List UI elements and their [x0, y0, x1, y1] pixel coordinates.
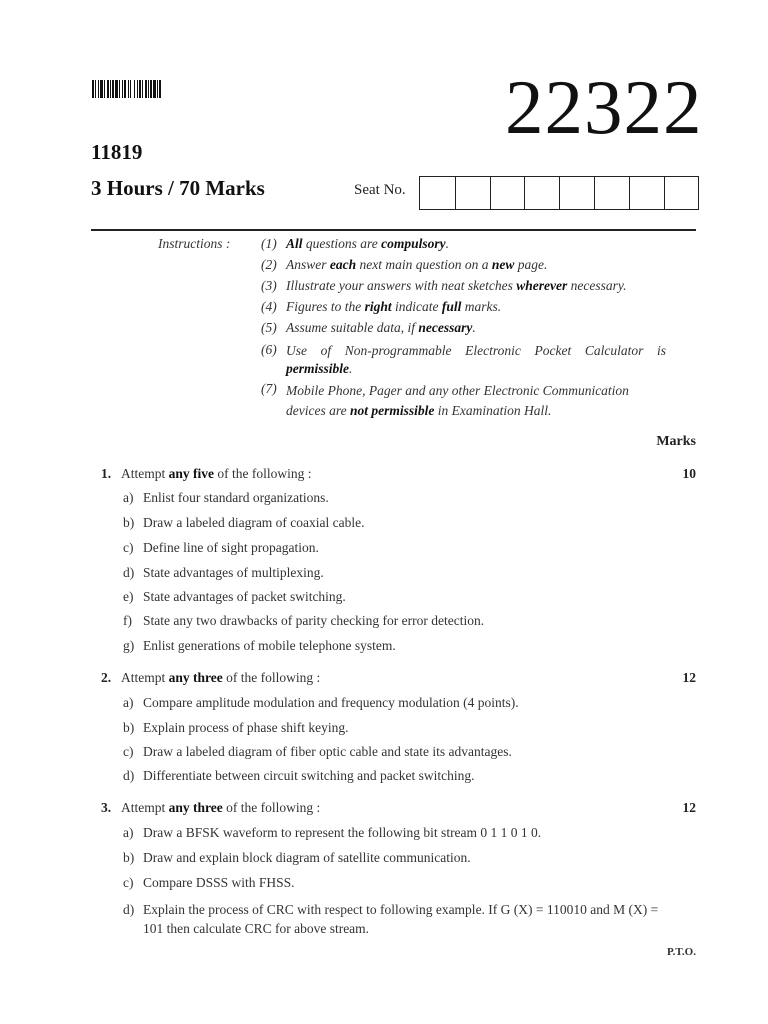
instruction-number: (3) [261, 278, 277, 293]
text-run: Figures to the [286, 299, 365, 314]
text-run: devices are [286, 403, 350, 418]
emphasis-text: wherever [516, 278, 568, 293]
sub-question-text: Draw and explain block diagram of satellite communication. [143, 850, 471, 865]
instruction-line: Mobile Phone, Pager and any other Electronic Communication [286, 383, 629, 398]
text-run: Illustrate your answers with neat sketches [286, 278, 517, 293]
instruction-text [286, 381, 666, 421]
paper-code: 22322 [505, 64, 703, 150]
sub-question-text: Draw a labeled diagram of fiber optic cable and state its advantages. [143, 744, 512, 759]
sub-question-text: Compare DSSS with FHSS. [143, 875, 295, 890]
header-divider [91, 229, 696, 231]
emphasis-text: not permissible [349, 403, 435, 418]
instruction-number: (1) [261, 236, 277, 251]
sub-question-text: State advantages of packet switching. [143, 589, 346, 604]
emphasis-text: All [286, 236, 303, 251]
emphasis-text: each [329, 257, 357, 272]
duration-marks: 3 Hours / 70 Marks [91, 176, 265, 200]
question-stem-emphasis: any five [168, 466, 214, 481]
sub-question-text: Explain process of phase shift keying. [143, 720, 349, 735]
marks-column-header: Marks [656, 434, 696, 449]
text-run: . [472, 320, 476, 335]
sub-question-text: State advantages of multiplexing. [143, 565, 324, 580]
emphasis-text: right [364, 299, 392, 314]
barcode [92, 80, 188, 98]
instruction-line: Use of Non-programmable Electronic Pocket Calculator is [286, 343, 666, 358]
question-stem-post: of the following : [222, 670, 321, 685]
text-run: in Examination Hall. [434, 403, 552, 418]
text-run: Assume suitable data, if [286, 320, 419, 335]
question-stem-pre: Attempt [121, 670, 169, 685]
sub-question-letter: c) [123, 744, 134, 759]
instruction-text [286, 299, 666, 315]
text-run: indicate [391, 299, 442, 314]
page-turn-over: P.T.O. [666, 946, 696, 958]
text-run: necessary. [567, 278, 627, 293]
text-run: page. [514, 257, 548, 272]
question-stem-pre: Attempt [121, 800, 169, 815]
question-stem [121, 670, 320, 686]
sub-question-letter: d) [123, 902, 135, 917]
instruction-line [286, 360, 666, 378]
text-run: . [349, 361, 353, 376]
sub-question-text: Enlist four standard organizations. [143, 490, 329, 505]
emphasis-text: compulsory [381, 236, 446, 251]
sub-question-text: Draw a BFSK waveform to represent the following bit stream 0 1 1 0 1 0. [143, 825, 542, 840]
seat-number-box[interactable] [455, 177, 490, 209]
sub-question-text: Define line of sight propagation. [143, 540, 319, 555]
question-stem-emphasis: any three [168, 670, 223, 685]
question-marks: 12 [682, 670, 696, 685]
sub-question-letter: a) [123, 825, 134, 840]
instruction-text [286, 257, 666, 273]
sub-question-letter: b) [123, 720, 135, 735]
sub-question-text: Differentiate between circuit switching and packet switching. [143, 768, 475, 783]
seat-number-box[interactable] [629, 177, 664, 209]
sub-question-text: Explain the process of CRC with respect to following example. If G (X) = 110010 and M (X) = 101 then calculate CRC for above stream. [143, 902, 659, 936]
instruction-number: (4) [261, 299, 277, 314]
question-stem [121, 466, 312, 482]
question-stem [121, 800, 320, 816]
question-number: 3. [101, 800, 112, 815]
sub-question-text: Enlist generations of mobile telephone system. [143, 638, 396, 653]
seat-number-box[interactable] [420, 177, 455, 209]
instruction-number: (6) [261, 342, 277, 357]
exam-code: 11819 [91, 140, 143, 164]
question-stem-post: of the following : [214, 466, 312, 481]
emphasis-text: permissible [286, 361, 349, 376]
sub-question-text: State any two drawbacks of parity checking for error detection. [143, 613, 485, 628]
instruction-text [286, 320, 666, 336]
sub-question-letter: e) [123, 589, 134, 604]
instruction-number: (7) [261, 381, 277, 396]
instruction-number: (2) [261, 257, 277, 272]
text-run: Answer [286, 257, 330, 272]
seat-number-label: Seat No. [354, 182, 406, 198]
seat-number-boxes[interactable] [419, 176, 699, 210]
instruction-text [286, 236, 666, 252]
instruction-text [286, 342, 666, 378]
question-number: 1. [101, 466, 112, 481]
instruction-number: (5) [261, 320, 277, 335]
question-stem-post: of the following : [222, 800, 321, 815]
seat-number-box[interactable] [559, 177, 594, 209]
question-number: 2. [101, 670, 112, 685]
question-stem-emphasis: any three [168, 800, 223, 815]
sub-question-text: Draw a labeled diagram of coaxial cable. [143, 515, 365, 530]
instructions-label: Instructions : [158, 236, 231, 251]
emphasis-text: new [491, 257, 515, 272]
sub-question-letter: c) [123, 875, 134, 890]
seat-number-box[interactable] [490, 177, 525, 209]
instruction-text [286, 278, 666, 294]
sub-question-letter: d) [123, 768, 135, 783]
text-run: next main question on a [356, 257, 492, 272]
text-run: . [445, 236, 450, 251]
seat-number-box[interactable] [594, 177, 629, 209]
emphasis-text: full [441, 299, 462, 314]
sub-question-letter: b) [123, 515, 135, 530]
sub-question-letter: g) [123, 638, 135, 653]
question-marks: 12 [682, 800, 696, 815]
sub-question-letter: f) [123, 613, 132, 628]
sub-question-letter: a) [123, 490, 134, 505]
sub-question-letter: a) [123, 695, 134, 710]
seat-number-box[interactable] [664, 177, 699, 209]
question-stem-pre: Attempt [121, 466, 169, 481]
question-marks: 10 [682, 466, 696, 481]
instruction-line [286, 401, 666, 421]
text-run: questions are [302, 236, 382, 251]
sub-question-letter: b) [123, 850, 135, 865]
sub-question-text: Compare amplitude modulation and frequency modulation (4 points). [143, 695, 519, 710]
sub-question-letter: d) [123, 565, 135, 580]
text-run: marks. [461, 299, 502, 314]
sub-question-letter: c) [123, 540, 134, 555]
emphasis-text: necessary [418, 320, 473, 335]
seat-number-box[interactable] [524, 177, 559, 209]
